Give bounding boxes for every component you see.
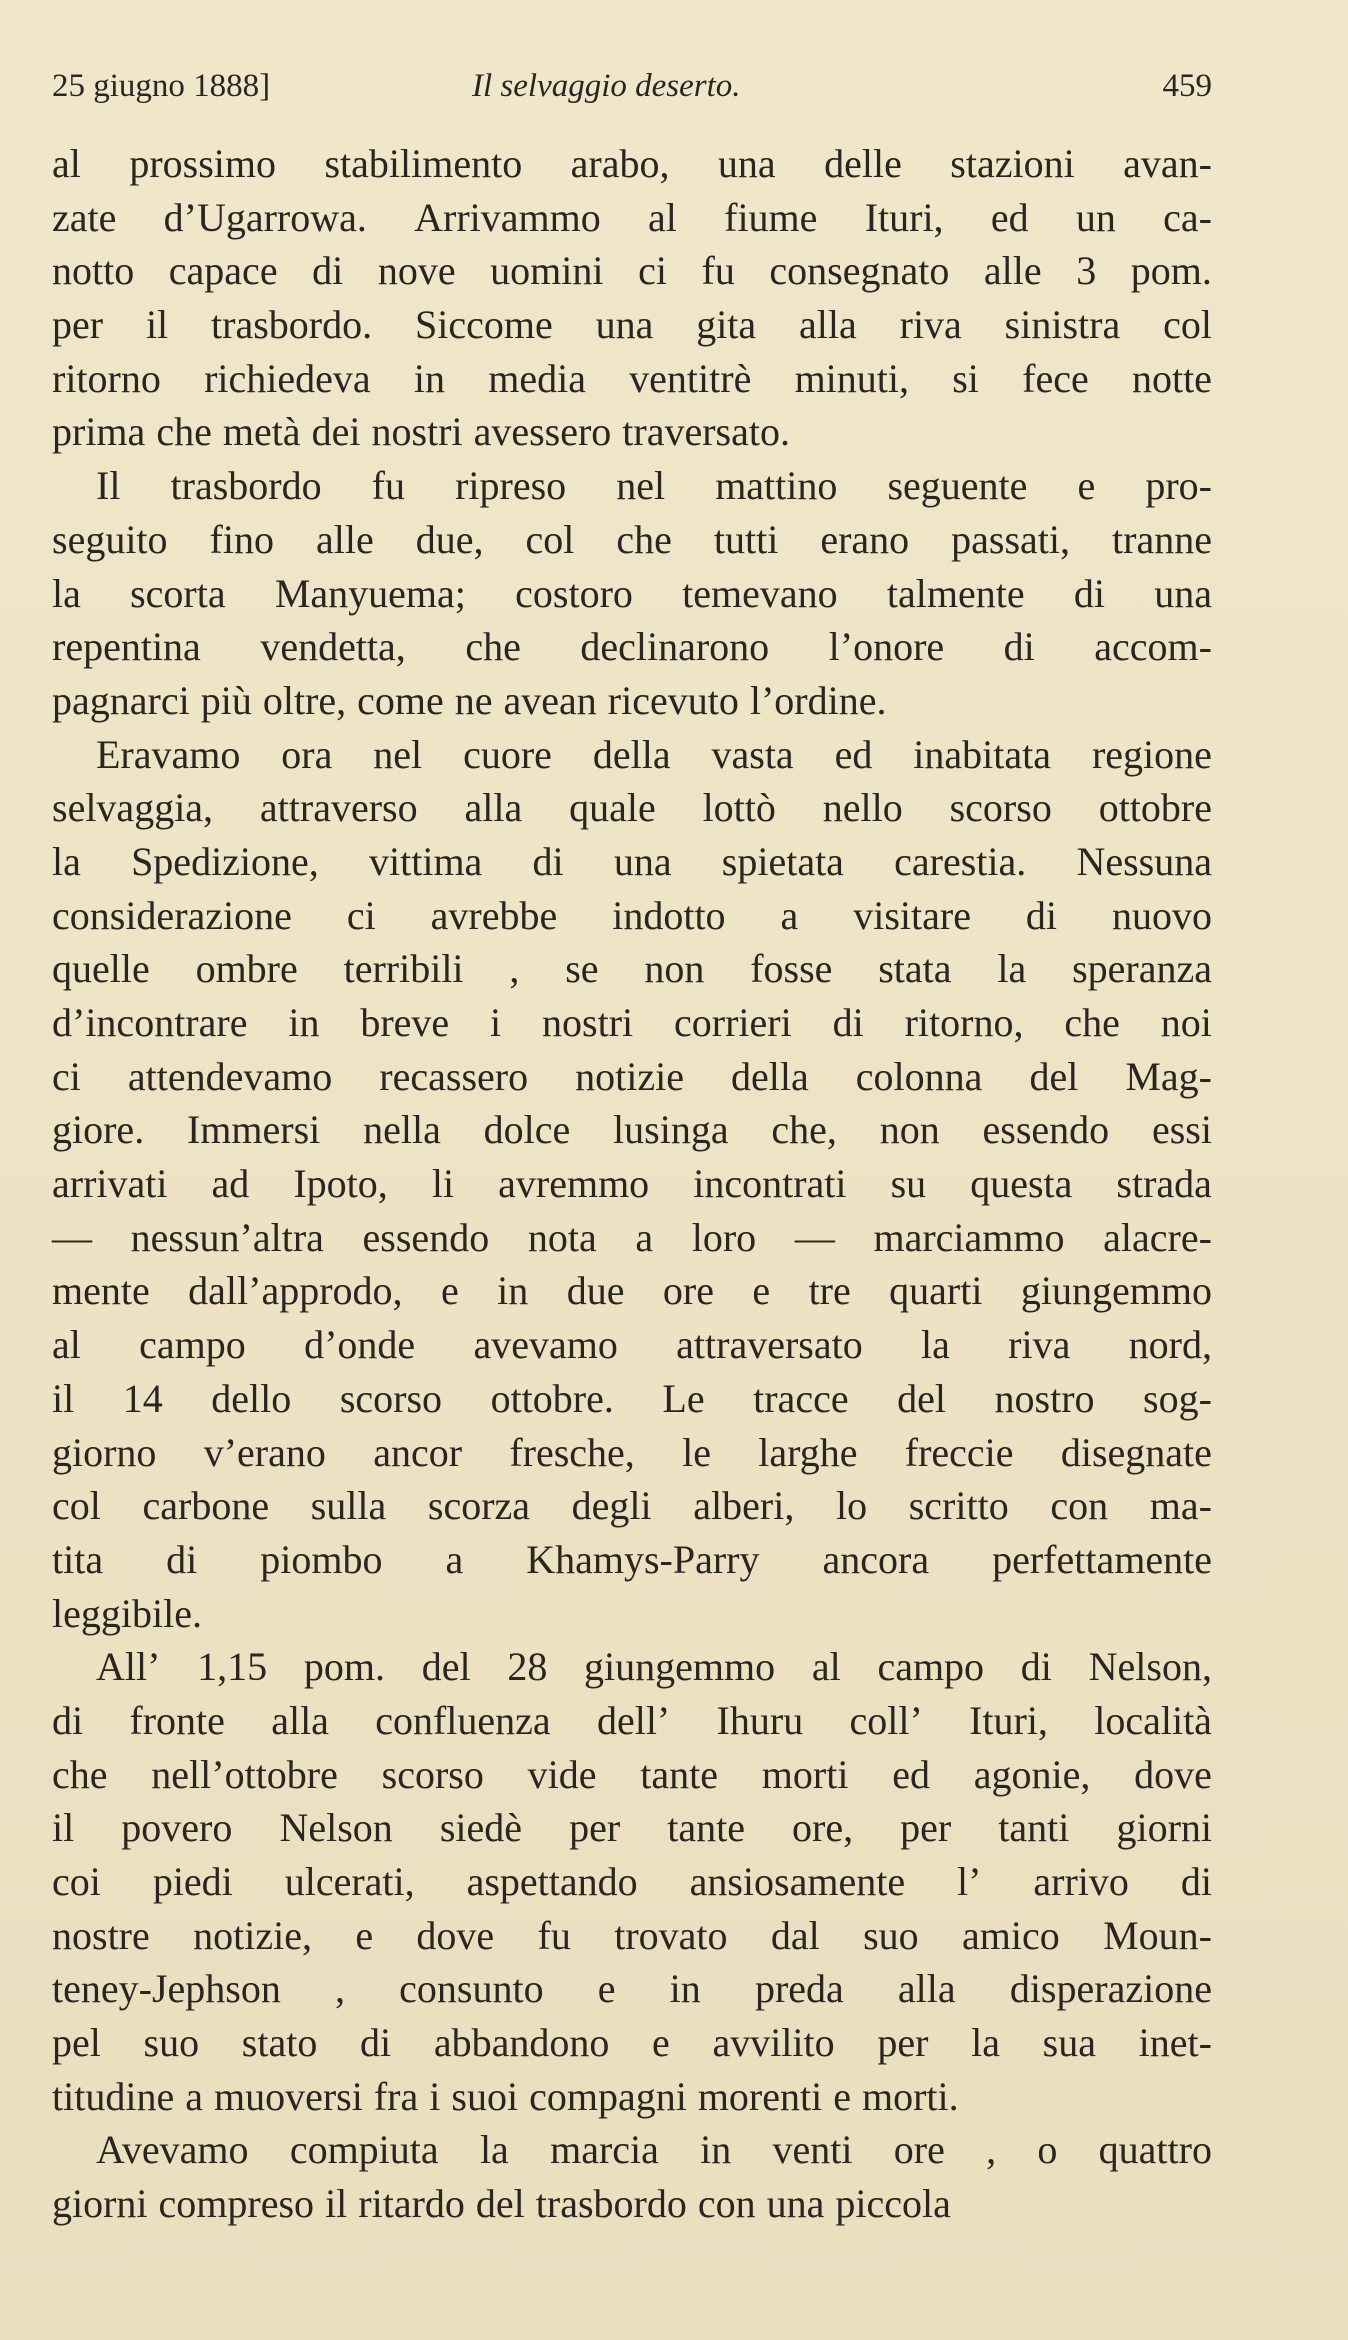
text-line: nostre notizie, e dove fu trovato dal suo amico Moun- bbox=[52, 1912, 1212, 1958]
paragraph bbox=[52, 728, 1212, 1641]
text-line: Eravamo ora nel cuore della vasta ed inabitata regione bbox=[96, 731, 1212, 777]
paragraph bbox=[52, 1640, 1212, 2123]
text-line: giorno v’erano ancor fresche, le larghe freccie disegnate bbox=[52, 1429, 1212, 1475]
text-line: selvaggia, attraverso alla quale lottò nello scorso ottobre bbox=[52, 785, 1212, 831]
text-line: zate d’Ugarrowa. Arrivammo al fiume Ituri, ed un ca- bbox=[52, 194, 1212, 240]
text-line: considerazione ci avrebbe indotto a visitare di nuovo bbox=[52, 892, 1212, 938]
text-line: giorni compreso il ritardo del trasbordo con una piccola bbox=[52, 2181, 951, 2227]
text-line: ci attendevamo recassero notizie della colonna del Mag- bbox=[52, 1053, 1212, 1099]
header-page-number: 459 bbox=[1162, 68, 1212, 104]
text-line: leggibile. bbox=[52, 1590, 202, 1636]
text-line: il povero Nelson siedè per tante ore, per tanti giorni bbox=[52, 1805, 1212, 1851]
running-head bbox=[52, 64, 1212, 108]
text-line: titudine a muoversi fra i suoi compagni morenti e morti. bbox=[52, 2073, 959, 2119]
text-line: prima che metà dei nostri avessero traversato. bbox=[52, 409, 790, 455]
header-date: 25 giugno 1888] bbox=[52, 68, 271, 104]
text-line: teney-Jephson , consunto e in preda alla disperazione bbox=[52, 1966, 1212, 2012]
text-line: — nessun’altra essendo nota a loro — marciammo alacre- bbox=[52, 1214, 1212, 1260]
text-line: ritorno richiedeva in media ventitrè minuti, si fece notte bbox=[52, 355, 1212, 401]
text-line: tita di piombo a Khamys-Parry ancora perfettamente bbox=[52, 1536, 1212, 1582]
text-line: pel suo stato di abbandono e avvilito per la sua inet- bbox=[52, 2020, 1212, 2066]
paragraph bbox=[52, 137, 1212, 459]
text-line: coi piedi ulcerati, aspettando ansiosamente l’ arrivo di bbox=[52, 1859, 1212, 1904]
text-line: la Spedizione, vittima di una spietata carestia. Nessuna bbox=[52, 838, 1212, 884]
body-text bbox=[52, 137, 1212, 2231]
text-line: giore. Immersi nella dolce lusinga che, non essendo essi bbox=[52, 1107, 1212, 1153]
text-line: All’ 1,15 pom. del 28 giungemmo al campo di Nelson, bbox=[96, 1644, 1212, 1690]
text-line: la scorta Manyuema; costoro temevano talmente di una bbox=[52, 570, 1212, 616]
text-line: che nell’ottobre scorso vide tante morti ed agonie, dove bbox=[52, 1751, 1212, 1797]
text-line: di fronte alla confluenza dell’ Ihuru coll’ Ituri, località bbox=[52, 1697, 1212, 1743]
text-line: quelle ombre terribili , se non fosse stata la speranza bbox=[52, 946, 1212, 992]
paragraph bbox=[52, 2123, 1212, 2230]
text-line: Il trasbordo fu ripreso nel mattino seguente e pro- bbox=[96, 463, 1212, 509]
text-line: arrivati ad Ipoto, li avremmo incontrati su questa strada bbox=[52, 1161, 1212, 1207]
header-chapter-title: Il selvaggio deserto. bbox=[472, 68, 741, 104]
text-line: per il trasbordo. Siccome una gita alla riva sinistra col bbox=[52, 302, 1212, 348]
text-line: seguito fino alle due, col che tutti erano passati, tranne bbox=[52, 516, 1212, 562]
text-line: pagnarci più oltre, come ne avean ricevuto l’ordine. bbox=[52, 677, 887, 723]
text-line: mente dall’approdo, e in due ore e tre quarti giungemmo bbox=[52, 1268, 1212, 1314]
text-line: d’incontrare in breve i nostri corrieri di ritorno, che noi bbox=[52, 1000, 1212, 1045]
text-line: col carbone sulla scorza degli alberi, lo scritto con ma- bbox=[52, 1483, 1212, 1529]
paragraph bbox=[52, 459, 1212, 727]
text-line: al prossimo stabilimento arabo, una delle stazioni avan- bbox=[52, 141, 1212, 186]
text-line: notto capace di nove uomini ci fu consegnato alle 3 pom. bbox=[52, 248, 1212, 294]
text-line: Avevamo compiuta la marcia in venti ore , o quattro bbox=[96, 2127, 1212, 2173]
text-line: al campo d’onde avevamo attraversato la riva nord, bbox=[52, 1322, 1212, 1368]
text-line: repentina vendetta, che declinarono l’onore di accom- bbox=[52, 624, 1212, 670]
text-line: il 14 dello scorso ottobre. Le tracce del nostro sog- bbox=[52, 1375, 1212, 1421]
